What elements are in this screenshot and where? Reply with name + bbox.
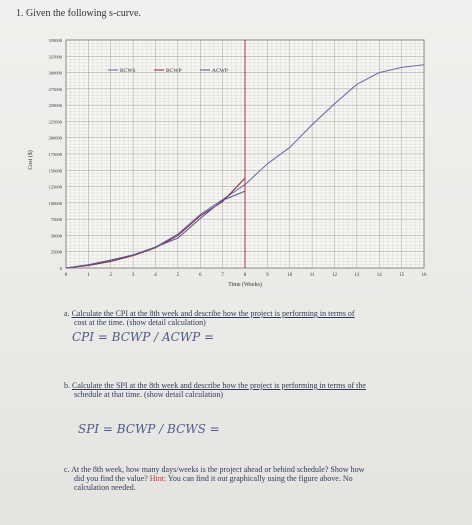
- part-a-underlined: Calculate the CPI at the 8th week and describe how the project is performing in terms of: [71, 309, 355, 318]
- x-tick-label: 15: [399, 273, 405, 278]
- x-tick-label: 5: [176, 273, 180, 278]
- x-tick-label: 0: [64, 273, 68, 278]
- question-title: 1. Given the following s-curve.: [16, 8, 141, 19]
- x-tick-label: 7: [221, 273, 224, 278]
- part-c: [64, 465, 464, 492]
- part-c-line3: calculation needed.: [74, 483, 136, 492]
- x-axis-label: Time (Weeks): [228, 282, 262, 288]
- x-tick-label: 12: [332, 273, 337, 278]
- y-tick-label: 100000: [48, 200, 62, 206]
- x-tick-label: 3: [131, 273, 135, 278]
- x-tick-label: 10: [287, 273, 293, 278]
- y-axis-label: Cost ($): [28, 150, 34, 170]
- x-tick-label: 2: [109, 273, 112, 278]
- x-tick-label: 4: [154, 273, 157, 278]
- part-a-rest: cost at the time. (show detail calculation): [74, 318, 206, 327]
- x-tick-label: 13: [354, 273, 360, 278]
- part-b-handwriting: SPI = BCWP / BCWS =: [78, 422, 220, 436]
- y-tick-label: 50000: [50, 233, 62, 239]
- part-b-underlined: Calculate the SPI at the 8th week and describe how the project is performing in terms of the: [72, 381, 366, 390]
- y-tick-label: 325000: [48, 54, 62, 60]
- y-tick-label: 150000: [48, 168, 62, 174]
- part-c-line2a: did you find the value?: [74, 474, 148, 483]
- y-tick-label: 0: [59, 266, 62, 271]
- legend-label-bcwp: BCWP: [166, 68, 182, 74]
- y-tick-label: 200000: [48, 135, 62, 141]
- legend-label-bcws: BCWS: [120, 68, 136, 74]
- y-tick-label: 75000: [50, 217, 62, 223]
- y-tick-label: 175000: [48, 152, 62, 157]
- x-tick-labels: [65, 273, 427, 278]
- part-c-hint-label: Hint:: [149, 474, 167, 483]
- x-tick-label: 6: [199, 273, 202, 278]
- x-tick-label: 11: [309, 273, 315, 278]
- part-a: [64, 309, 454, 327]
- y-tick-labels: [49, 38, 63, 271]
- part-c-line1: At the 8th week, how many days/weeks is the project ahead or behind schedule? Show how: [71, 465, 365, 474]
- y-tick-label: 250000: [48, 103, 62, 109]
- y-tick-label: 275000: [48, 86, 62, 92]
- x-tick-label: 8: [243, 273, 247, 278]
- part-c-line2b: You can find it out graphically using the figure above. No: [167, 474, 353, 483]
- y-tick-label: 300000: [48, 70, 62, 76]
- y-tick-label: 225000: [48, 119, 62, 125]
- x-tick-label: 14: [376, 273, 382, 278]
- legend-label-acwp: ACWP: [212, 68, 228, 74]
- part-b: [64, 381, 464, 399]
- y-tick-label: 25000: [50, 249, 62, 255]
- part-b-rest: schedule at that time. (show detail calculation): [74, 390, 224, 399]
- part-b-letter: b.: [64, 381, 70, 390]
- part-a-letter: a.: [64, 309, 70, 318]
- y-tick-label: 350000: [48, 38, 62, 43]
- part-c-letter: c.: [64, 465, 70, 474]
- y-tick-label: 125000: [48, 184, 62, 190]
- part-a-handwriting: CPI = BCWP / ACWP =: [72, 330, 215, 344]
- x-tick-label: 9: [266, 273, 269, 278]
- x-tick-label: 1: [87, 273, 90, 278]
- x-tick-label: 16: [421, 273, 427, 278]
